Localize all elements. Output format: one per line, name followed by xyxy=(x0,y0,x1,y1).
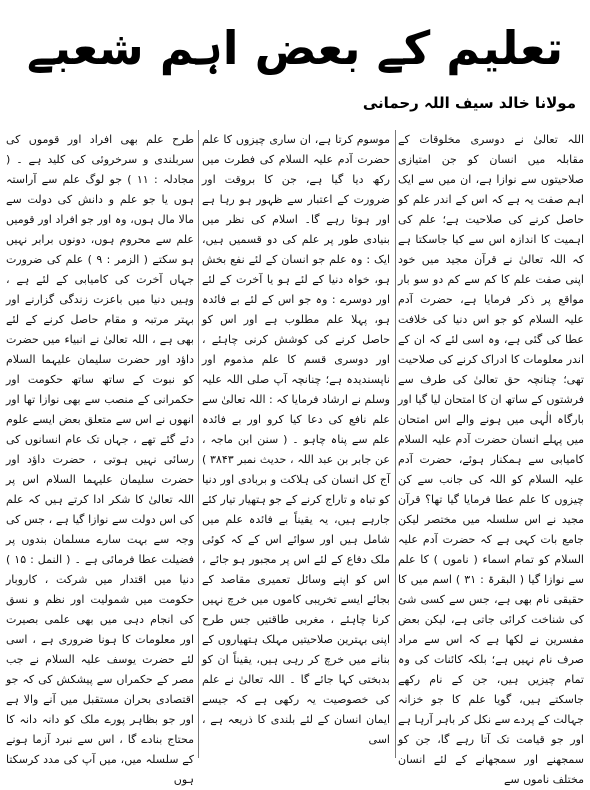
column-text: اللہ تعالیٰ نے دوسری مخلوقات کے مقابلہ میں انسان کو جن امتیازی صلاحیتوں سے نوازا ہے، ان میں سے ایک اہم صفت یہ ہے کہ اس کے اندر علم کو حاصل کرنے کی صلاحیت ہے؛ علم کی اہمیت کا اندازہ اس سے کیا جاسکتا ہے کہ اللہ تعالیٰ نے قرآن مجید میں خود اپنی صفت علم کا کم سے کم دو سو بار مواقع پر ذکر فرمایا ہے، حضرت آدم علیہ السلام کو جو اس دنیا کی خلافت عطا کی گئی ہے، وہ اسی لئے کہ ان کے اندر معلومات کا ادراک کرنے کی صلاحیت تھی؛ چنانچہ حق تعالیٰ کی طرف سے فرشتوں کے ساتھ ان کا امتحان لیا گیا اور بارگاہ الٰہی میں ہونے والے اس امتحان میں پہلے انسان حضرت آدم علیہ السلام کامیابی سے ہمکنار ہوئے، حضرت آدم علیہ السلام کو اللہ کی جانب سے کن چیزوں کا علم عطا فرمایا گیا تھا؟ قرآن مجید نے اس سلسلہ میں مختصر لیکن جامع بات کہی ہے کہ حضرت آدم علیہ السلام کو تمام اسماء ( ناموں ) کا علم سے نوازا گیا ( البقرۃ : ۳۱ ) اسم میں کا حقیقی نام بھی ہے، جس سے کسی شئ کی شناخت کرائی جاتی ہے، لیکن بعض مفسرین نے لکھا ہے کہ اس سے مراد صرف نام نہیں ہے؛ بلکہ کائنات کی وہ تمام چیزیں ہیں، جن کے نام رکھے جاسکتے ہیں، گویا علم کا جو خزانہ جہالت کے پردے سے نکل کر باہر آرہا ہے اور جو قیامت تک آتا رہے گا، جن کو سمجھنے اور سمجھانے کے لئے انسان مختلف ناموں سے xyxy=(398,133,585,786)
article-column-1 xyxy=(398,130,585,786)
author-byline: مولانا خالد سیف اللہ رحمانی xyxy=(362,94,576,112)
column-divider xyxy=(198,130,199,758)
article-column-2 xyxy=(202,130,390,760)
column-text: طرح علم بھی افراد اور قوموں کی سربلندی و سرخروئی کی کلید ہے ۔ ( مجادلہ : ۱۱ ) جو لوگ علم سے آراستہ ہوں یا جو علم و دانش کی دولت سے مالا مال ہوں، وہ اور جو افراد اور قومیں علم سے محروم ہوں، دونوں برابر نہیں ہو سکتے ( الزمر : ۹ ) علم کی ضرورت جہاں آخرت کی کامیابی کے لئے ہے ، وہیں دنیا میں باعزت زندگی گزارنے اور بہتر مرتبہ و مقام حاصل کرنے کے لئے بھی ہے ، اللہ تعالیٰ نے انبیاء میں حضرت داؤد اور حضرت سلیمان علیہما السلام کو نبوت کے ساتھ ساتھ حکومت اور حکمرانی کے منصب سے بھی نوازا تھا اور انھوں نے اس سے متعلق بعض ایسے علوم دئے گئے تھے ، جہاں تک عام انسانوں کی رسائی نہیں ہوتی ، حضرت داؤد اور حضرت سلیمان علیہما السلام اس پر اللہ تعالیٰ کا شکر ادا کرتے ہیں کہ علم کی اس دولت سے نوازا گیا ہے ، جس کی وجہ سے بہت سارے مسلمان بندوں پر فضیلت عطا فرمائی ہے ۔ ( النمل : ۱۵ ) دنیا میں اقتدار میں شرکت ، کاروبار حکومت میں شمولیت اور نظم و نسق کی انجام دہی میں بھی علمی بصیرت اور معلومات کا ہونا ضروری ہے ، اسی لئے حضرت یوسف علیہ السلام نے جب مصر کے حکمراں سے پیشکش کی کہ جو اقتصادی بحران مستقبل میں آنے والا ہے اور جو بظاہر پورے ملک کو دانہ دانہ کا محتاج بنادے گا ، اس سے نبرد آزما ہونے کے سلسلہ میں، میں آپ کی مدد کرسکتا ہوں xyxy=(6,133,194,786)
column-divider xyxy=(395,130,396,758)
article-column-3 xyxy=(6,130,194,786)
article-title: تعلیم کے بعض اہم شعبے xyxy=(26,21,564,75)
column-text: موسوم کرتا ہے، ان ساری چیزوں کا علم حضرت آدم علیہ السلام کی فطرت میں رکھ دیا گیا ہے، جن کا بروقت اور ضرورت کے اعتبار سے ظہور ہو رہا ہے اور ہوتا رہے گا۔ اسلام کی نظر میں بنیادی طور پر علم کی دو قسمیں ہیں، ایک : وہ علم جو انسان کے لئے نفع بخش ہو، خواہ دنیا کے لئے ہو یا آخرت کے لئے اور دوسرے : وہ جو اس کے لئے بے فائدہ ہو، پہلا علم مطلوب ہے اور اس کو حاصل کرنے کی کوشش کرنی چاہئے ، اور دوسری قسم کا علم مذموم اور ناپسندیدہ ہے؛ چنانچہ آپ صلی اللہ علیہ وسلم نے ارشاد فرمایا کہ : اللہ تعالیٰ سے علم نافع کی دعا کیا کرو اور بے فائدہ علم سے پناہ چاہو ۔ ( سنن ابن ماجہ ، عن جابر بن عبد اللہ ، حدیث نمبر ۳۸۴۳ ) آج کل انسان کی ہلاکت و بربادی اور دنیا کو تباہ و تاراج کرنے کے جو ہتھیار تیار کئے جارہے ہیں، یہ یقیناً بے فائدہ علم میں شامل ہیں اور سوائے اس کے کہ کوئی ملک دفاع کے لئے اس پر مجبور ہو جائے ، اس کو اپنے وسائل تعمیری مقاصد کے بجائے ایسے تخریبی کاموں میں خرچ نہیں کرنا چاہئے ، مغربی طاقتیں جس طرح اپنی بہترین صلاحیتیں مہلک ہتھیاروں کے بنانے میں خرچ کر رہی ہیں، یقیناً ان کو بدبختی کہا جائے گا ۔ اللہ تعالیٰ نے علم کی خصوصیت یہ رکھی ہے کہ جیسے ایمان انسان کے لئے بلندی کا ذریعہ ہے ، اسی xyxy=(202,133,390,746)
